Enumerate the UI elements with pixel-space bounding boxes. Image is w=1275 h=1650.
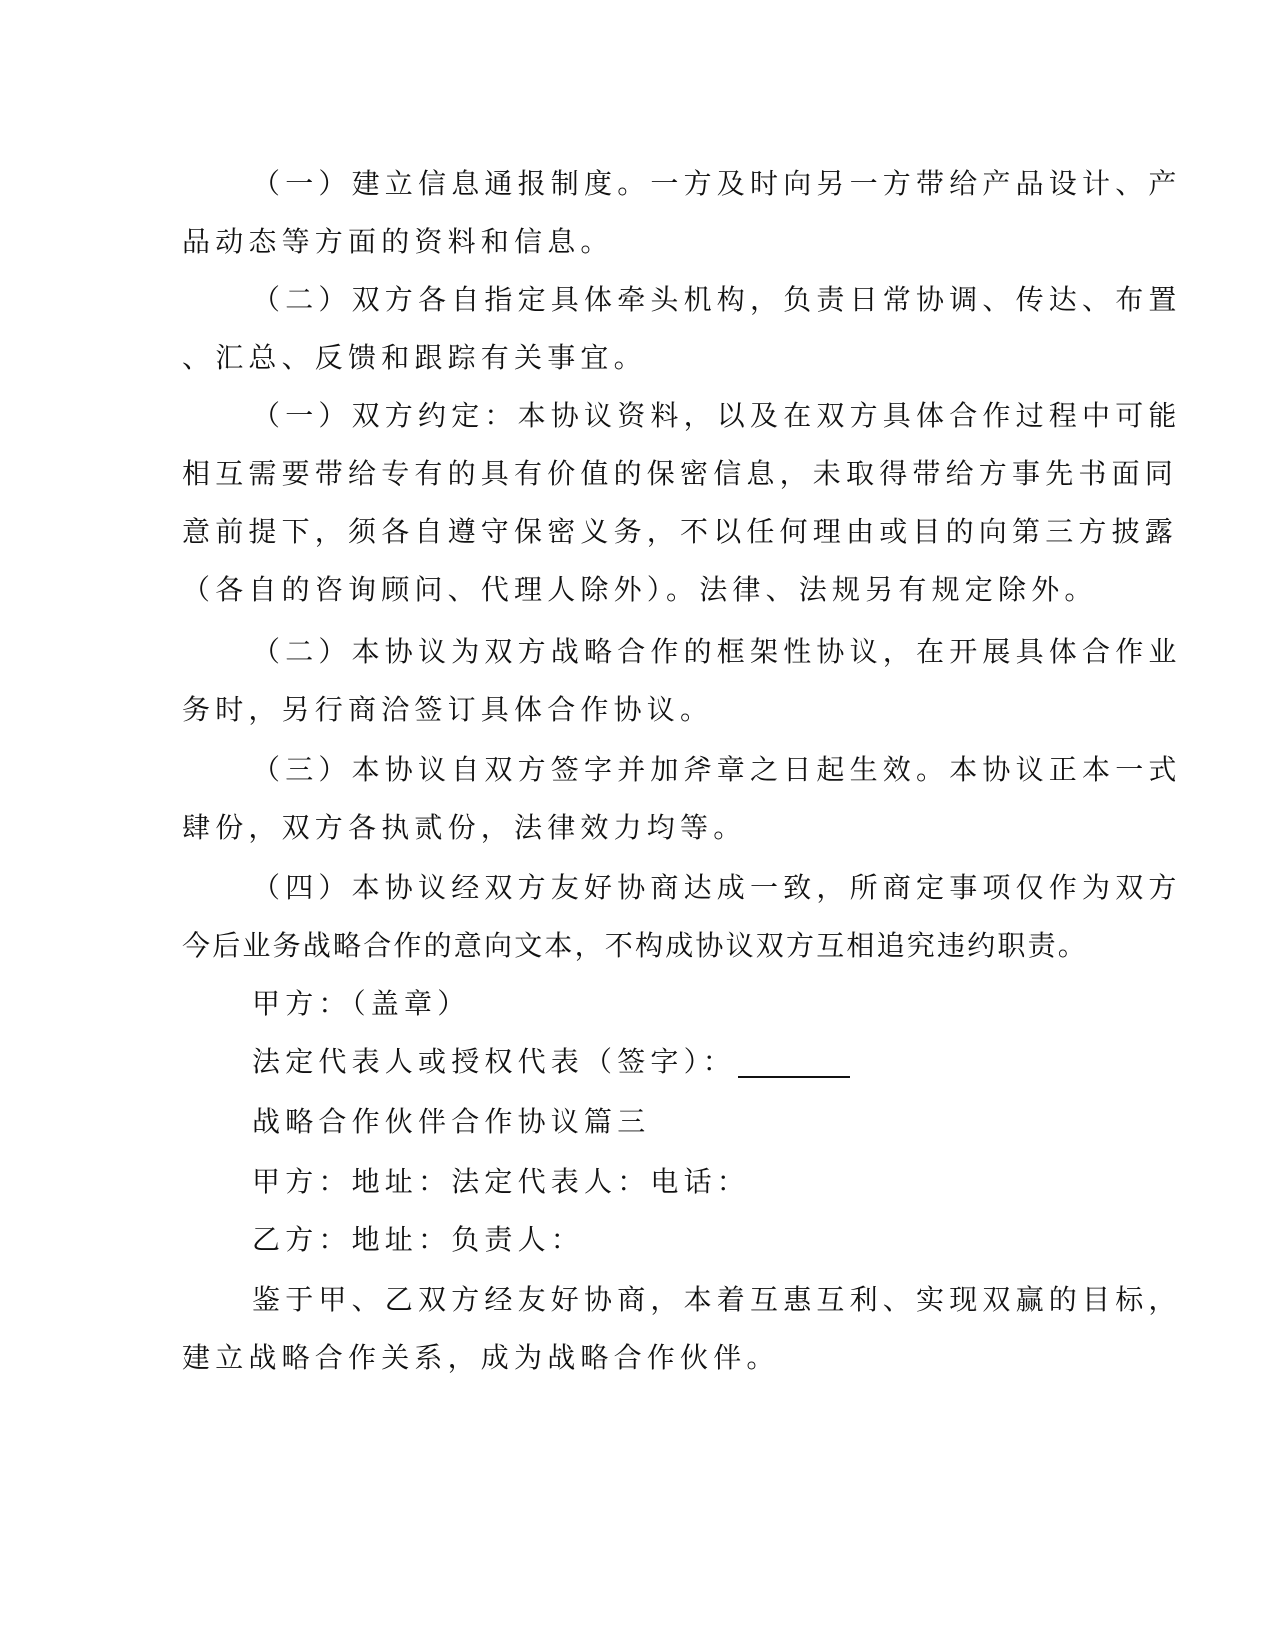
paragraph-line: （三）本协议自双方签字并加斧章之日起生效。本协议正本一式 (252, 753, 1182, 786)
paragraph-line: 建立战略合作关系，成为战略合作伙伴。 (182, 1341, 780, 1374)
paragraph-line: 意前提下，须各自遵守保密义务，不以任何理由或目的向第三方披露 (182, 515, 1179, 548)
paragraph-line: 相互需要带给专有的具有价值的保密信息，未取得带给方事先书面同 (182, 457, 1179, 490)
paragraph-line: （四）本协议经双方友好协商达成一致，所商定事项仅作为双方 (252, 871, 1182, 904)
paragraph-line: （各自的咨询顾问、代理人除外）。法律、法规另有规定除外。 (182, 573, 1098, 606)
paragraph-line: （二）本协议为双方战略合作的框架性协议，在开展具体合作业 (252, 635, 1182, 668)
paragraph-line: 今后业务战略合作的意向文本，不构成协议双方互相追究违约职责。 (182, 929, 1089, 962)
party-a-details: 甲方：地址：法定代表人：电话： (252, 1165, 751, 1198)
paragraph-line: 肆份，双方各执贰份，法律效力均等。 (182, 811, 747, 844)
signature-line (252, 1044, 1042, 1080)
party-b-details: 乙方：地址：负责人： (252, 1223, 585, 1256)
paragraph-line: （二）双方各自指定具体牵头机构，负责日常协调、传达、布置 (252, 283, 1182, 316)
paragraph-line: （一）双方约定：本协议资料，以及在双方具体合作过程中可能 (252, 399, 1182, 432)
paragraph-line: 鉴于甲、乙双方经友好协商，本着互惠互利、实现双赢的目标， (252, 1283, 1182, 1316)
paragraph-line: 品动态等方面的资料和信息。 (182, 225, 614, 258)
party-a-stamp-line: 甲方：（盖章） (252, 987, 471, 1020)
signature-blank-line (738, 1050, 850, 1078)
signature-label: 法定代表人或授权代表（签字）： (252, 1045, 737, 1078)
paragraph-line: 务时，另行商洽签订具体合作协议。 (182, 693, 714, 726)
paragraph-line: 、汇总、反馈和跟踪有关事宜。 (182, 341, 647, 374)
section-title: 战略合作伙伴合作协议篇三 (252, 1105, 651, 1138)
paragraph-line: （一）建立信息通报制度。一方及时向另一方带给产品设计、产 (252, 167, 1182, 200)
